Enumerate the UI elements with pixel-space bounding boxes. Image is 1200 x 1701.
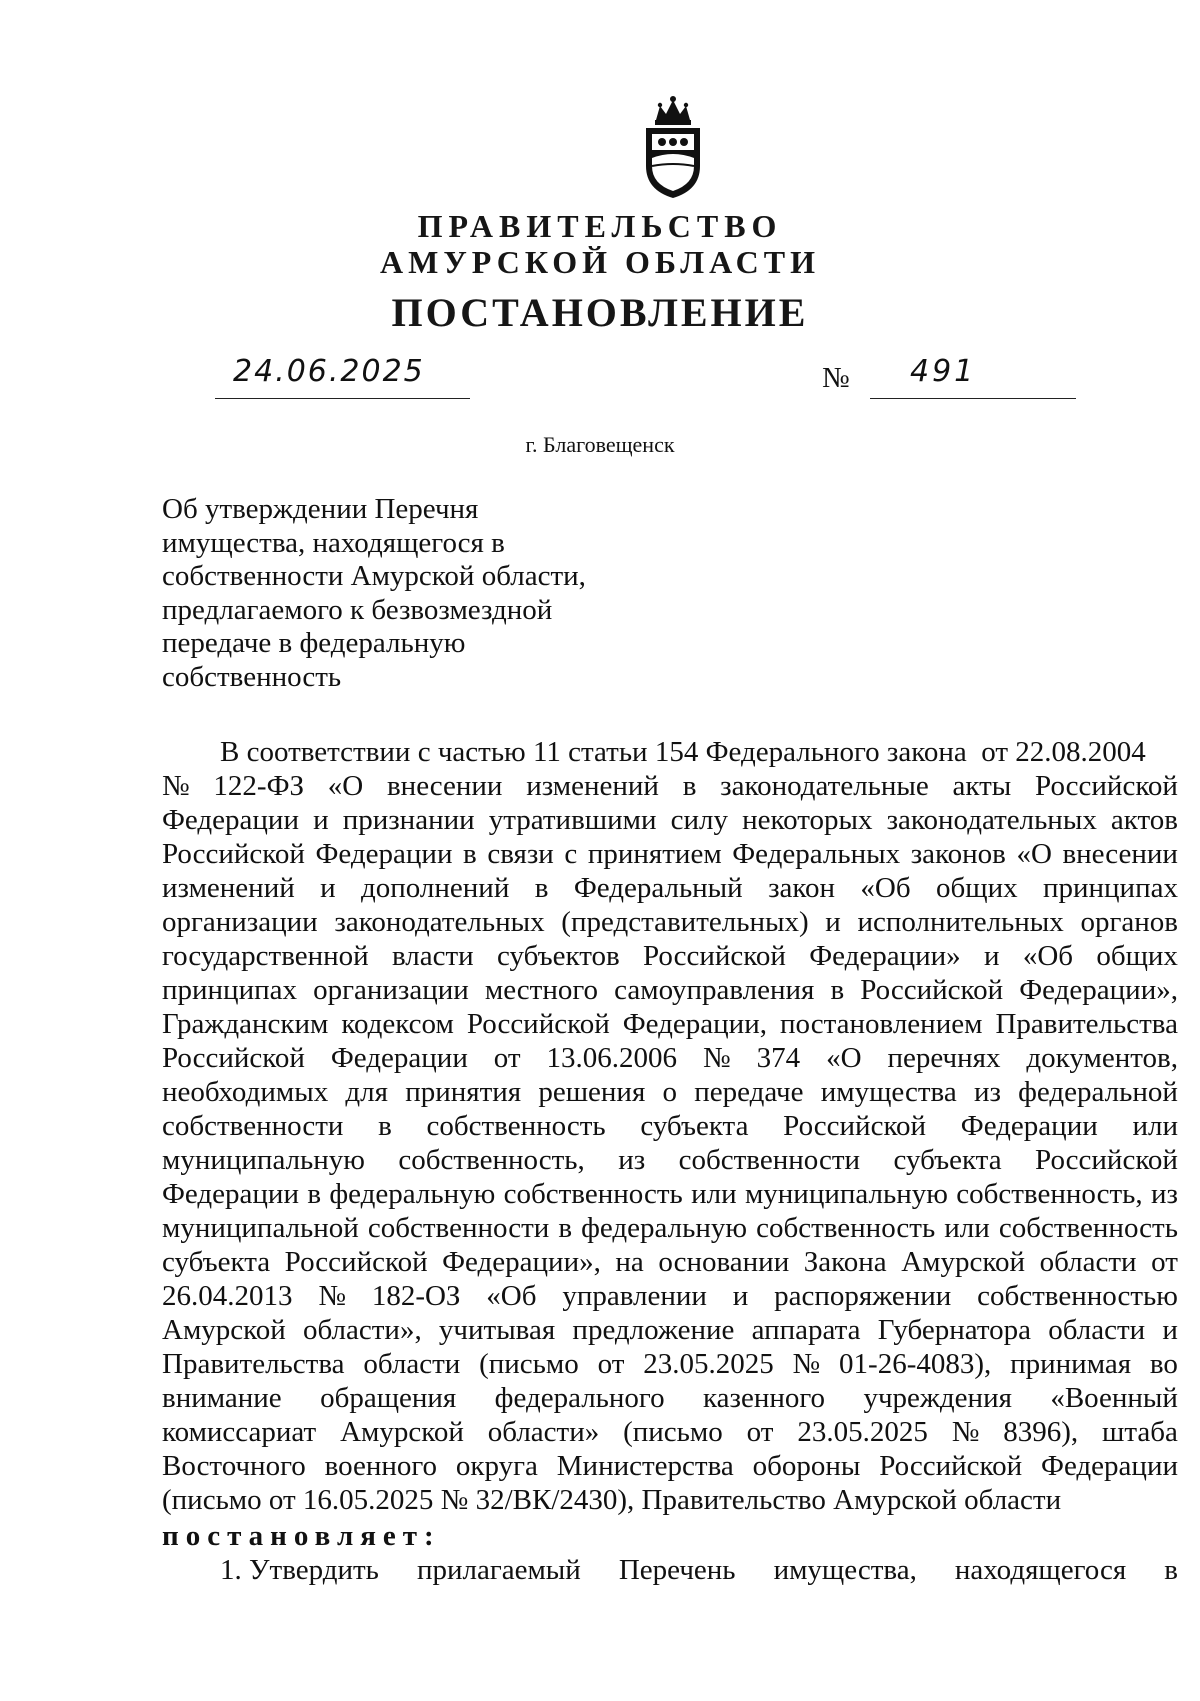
preamble-word: изменений xyxy=(162,872,295,904)
coat-of-arms-emblem xyxy=(638,92,708,202)
preamble-word: и xyxy=(313,804,329,836)
preamble-word: субъектов xyxy=(497,940,620,972)
preamble-word: Федерации» xyxy=(809,940,961,972)
preamble-word: связи xyxy=(487,838,554,870)
preamble-word: Федерации xyxy=(330,1042,468,1074)
preamble-word: собственность xyxy=(503,1178,683,1210)
handwritten-number: 491 xyxy=(910,354,977,389)
preamble-word: о xyxy=(662,1076,677,1108)
number-field xyxy=(870,354,1076,399)
item-1-word: 1. Утвердить xyxy=(220,1554,379,1586)
preamble-word: Амурской xyxy=(901,1246,1026,1278)
preamble-word: муниципальной xyxy=(162,1212,359,1244)
subject-line: предлагаемого к безвозмездной xyxy=(162,593,553,626)
preamble-line xyxy=(162,1381,1178,1415)
preamble-word: Амурской xyxy=(162,1314,286,1346)
preamble-word: субъекта xyxy=(640,1110,749,1142)
preamble-word: № xyxy=(792,1348,821,1380)
preamble-word: собственности xyxy=(678,1144,861,1176)
document-type-title: ПОСТАНОВЛЕНИЕ xyxy=(391,290,809,335)
preamble-word: Федерации xyxy=(315,838,453,870)
preamble-word: органов xyxy=(1080,906,1178,938)
preamble-word: и xyxy=(732,1280,749,1312)
preamble-line xyxy=(162,1449,1178,1483)
preamble-word: собственность xyxy=(756,1212,936,1244)
preamble-paragraph xyxy=(162,735,1178,1517)
preamble-word: Губернатора xyxy=(877,1314,1032,1346)
preamble-word: для xyxy=(345,1076,388,1108)
subject-block xyxy=(162,493,682,694)
preamble-word: силу xyxy=(670,804,728,836)
preamble-word: на xyxy=(615,1246,644,1278)
preamble-word: 23.05.2025 xyxy=(797,1416,928,1448)
preamble-word: Амурской xyxy=(340,1416,464,1448)
preamble-line xyxy=(162,1007,1178,1041)
resolves-word: постановляет: xyxy=(162,1520,441,1552)
preamble-word: документов, xyxy=(1026,1042,1178,1074)
preamble-word: округа xyxy=(455,1450,538,1482)
subject-line: Об утверждении Перечня xyxy=(162,493,479,525)
preamble-word: предложение xyxy=(572,1314,735,1346)
preamble-word: распоряжении xyxy=(774,1280,952,1312)
city-line: г. Благовещенск xyxy=(525,432,675,457)
preamble-line xyxy=(162,1211,1178,1245)
subject-line: собственности Амурской области, xyxy=(162,560,586,592)
preamble-word: законодательных xyxy=(334,906,545,938)
preamble-word: обращения xyxy=(320,1382,457,1414)
preamble-word: в xyxy=(463,838,477,870)
preamble-word: казенного xyxy=(702,1382,826,1414)
preamble-word: из xyxy=(1150,1178,1178,1210)
preamble-word: передаче xyxy=(694,1076,804,1108)
preamble-word: Российской xyxy=(1035,1144,1178,1176)
subject-line: имущества, находящегося в xyxy=(162,526,505,559)
preamble-word: изменений xyxy=(526,770,659,802)
preamble-word: необходимых xyxy=(162,1076,329,1108)
preamble-word: актов xyxy=(1110,804,1178,836)
preamble-word: государственной xyxy=(162,940,369,972)
preamble-line-text: В соответствии с частью 11 статьи 154 Федерального закона от 22.08.2004 xyxy=(220,736,1146,768)
preamble-word: от xyxy=(746,1416,774,1448)
preamble-word: муниципальную xyxy=(162,1144,365,1176)
preamble-word: признании xyxy=(342,804,475,836)
preamble-word: области» xyxy=(487,1416,600,1448)
preamble-word: в xyxy=(307,1178,322,1210)
preamble-word: внесении xyxy=(386,770,503,802)
preamble-word: военного xyxy=(324,1450,438,1482)
preamble-word: 26.04.2013 xyxy=(162,1280,293,1312)
preamble-word: основании xyxy=(658,1246,790,1278)
preamble-word: Федерации», xyxy=(1019,974,1178,1006)
date-field xyxy=(215,354,470,399)
preamble-word: имущества xyxy=(820,1076,957,1108)
preamble-word: Восточного xyxy=(162,1450,306,1482)
preamble-word: Российской xyxy=(860,974,1004,1006)
preamble-word: законодательные xyxy=(720,770,929,802)
preamble-word: 122-ФЗ xyxy=(213,770,305,802)
preamble-line xyxy=(162,1347,1178,1381)
preamble-word: Министерства xyxy=(556,1450,734,1482)
item-1-word: имущества, xyxy=(773,1554,917,1586)
preamble-word: и xyxy=(1162,1314,1178,1346)
preamble-word: Федерации xyxy=(1041,1450,1178,1482)
preamble-word: организации xyxy=(313,974,469,1006)
preamble-line xyxy=(162,769,1178,803)
preamble-word: общих xyxy=(1096,940,1178,972)
preamble-word: обороны xyxy=(752,1450,861,1482)
preamble-word: внесении xyxy=(1062,838,1178,870)
preamble-word: области», xyxy=(303,1314,422,1346)
preamble-word: «Об xyxy=(860,872,911,904)
preamble-word: местного xyxy=(484,974,599,1006)
preamble-word: или xyxy=(691,1178,737,1210)
subject-line: передаче в федеральную xyxy=(162,627,466,659)
preamble-word: Российской xyxy=(284,1246,428,1278)
preamble-word: в xyxy=(682,770,697,802)
preamble-word: комиссариат xyxy=(162,1416,317,1448)
preamble-word: Российской xyxy=(879,1450,1023,1482)
number-sign: № xyxy=(822,362,850,394)
preamble-word: Российской xyxy=(643,940,786,972)
preamble-word: от xyxy=(1151,1246,1178,1278)
preamble-word: самоуправления xyxy=(614,974,815,1006)
preamble-word: постановлением xyxy=(779,1008,983,1040)
preamble-word: принятием xyxy=(587,838,722,870)
preamble-word: в xyxy=(534,872,549,904)
organization-name-line1: ПРАВИТЕЛЬСТВО xyxy=(417,208,783,244)
preamble-word: или xyxy=(944,1212,990,1244)
preamble-line xyxy=(162,1279,1178,1313)
preamble-word: Российской xyxy=(466,1008,610,1040)
preamble-word: Российской xyxy=(162,838,305,870)
preamble-word: федерального xyxy=(494,1382,665,1414)
preamble-word: Гражданским xyxy=(162,1008,329,1040)
preamble-word: или xyxy=(1132,1110,1178,1142)
preamble-line xyxy=(162,837,1178,871)
preamble-word: от xyxy=(493,1042,521,1074)
preamble-word: кодексом xyxy=(341,1008,454,1040)
preamble-word: дополнений xyxy=(361,872,510,904)
preamble-word: Российской xyxy=(783,1110,927,1142)
preamble-word: 182-ОЗ xyxy=(371,1280,461,1312)
preamble-word: из xyxy=(973,1076,1001,1108)
preamble-word: аппарата xyxy=(751,1314,861,1346)
preamble-word: «Об xyxy=(1022,940,1074,972)
preamble-word: субъекта xyxy=(162,1246,271,1278)
preamble-word: (письмо xyxy=(623,1416,723,1448)
preamble-word: области xyxy=(1048,1314,1146,1346)
organization-name-line2: АМУРСКОЙ ОБЛАСТИ xyxy=(380,244,820,280)
preamble-word: власти xyxy=(391,940,474,972)
preamble-line xyxy=(162,939,1178,973)
preamble-word: собственность xyxy=(998,1212,1178,1244)
preamble-line xyxy=(162,735,1178,769)
preamble-word: Российской xyxy=(162,1042,305,1074)
preamble-word: 13.06.2006 xyxy=(546,1042,678,1074)
preamble-line xyxy=(162,1109,1178,1143)
preamble-line-text: (письмо от 16.05.2025 № 32/ВК/2430), Правительство Амурской области xyxy=(162,1484,1062,1516)
preamble-word: № xyxy=(318,1280,346,1312)
preamble-word: собственностью xyxy=(977,1280,1178,1312)
preamble-word: учреждения xyxy=(863,1382,1012,1414)
preamble-word: принимая xyxy=(1010,1348,1132,1380)
preamble-word: собственность, xyxy=(398,1144,585,1176)
preamble-word: управлении xyxy=(562,1280,707,1312)
preamble-word: во xyxy=(1149,1348,1178,1380)
preamble-word: решения xyxy=(538,1076,646,1108)
preamble-word: перечнях xyxy=(887,1042,1001,1074)
preamble-line xyxy=(162,871,1178,905)
preamble-word: «Об xyxy=(486,1280,537,1312)
preamble-word: законодательных xyxy=(886,804,1097,836)
preamble-word: принципах xyxy=(162,974,297,1006)
preamble-word: «О xyxy=(1016,838,1052,870)
handwritten-date: 24.06.2025 xyxy=(233,354,425,389)
preamble-word: 01-26-4083), xyxy=(839,1348,992,1380)
preamble-line xyxy=(162,1143,1178,1177)
preamble-word: (письмо xyxy=(479,1348,579,1380)
preamble-line xyxy=(162,1313,1178,1347)
preamble-word: 374 xyxy=(756,1042,801,1074)
preamble-word: Федерации xyxy=(162,1178,299,1210)
preamble-word: и xyxy=(983,940,1000,972)
preamble-word: «Военный xyxy=(1050,1382,1178,1414)
preamble-word: принципах xyxy=(1042,872,1178,904)
preamble-word: внимание xyxy=(162,1382,282,1414)
preamble-word: в xyxy=(558,1212,573,1244)
preamble-word: от xyxy=(597,1348,625,1380)
preamble-word: Федерации», xyxy=(442,1246,601,1278)
subject-line: собственность xyxy=(162,660,342,693)
item-1-word: Перечень xyxy=(618,1554,736,1586)
preamble-word: штаба xyxy=(1102,1416,1178,1448)
preamble-word: с xyxy=(564,838,578,870)
preamble-word: и xyxy=(320,872,336,904)
preamble-word: собственность, xyxy=(956,1178,1143,1210)
preamble-word: области xyxy=(1039,1246,1137,1278)
preamble-word: Федеральных xyxy=(732,838,901,870)
preamble-word: собственности xyxy=(162,1110,344,1142)
preamble-word: в xyxy=(830,974,845,1006)
item-1-word: прилагаемый xyxy=(416,1554,581,1586)
preamble-word: «О xyxy=(327,770,364,802)
preamble-word: Федеральный xyxy=(573,872,743,904)
preamble-word: и xyxy=(825,906,841,938)
preamble-word: Федерации, xyxy=(622,1008,767,1040)
preamble-word: № xyxy=(162,770,190,802)
preamble-word: Правительства xyxy=(162,1348,345,1380)
document-body xyxy=(162,735,1178,1587)
preamble-word: № xyxy=(703,1042,731,1074)
preamble-line xyxy=(162,973,1178,1007)
preamble-word: акты xyxy=(952,770,1012,802)
item-1-word: в xyxy=(1164,1554,1178,1586)
preamble-word: федеральной xyxy=(1018,1076,1178,1108)
preamble-word: 8396), xyxy=(1003,1416,1079,1448)
preamble-line xyxy=(162,1415,1178,1449)
preamble-word: собственность xyxy=(426,1110,606,1142)
preamble-word: законов xyxy=(910,838,1006,870)
preamble-word: исполнительных xyxy=(857,906,1064,938)
preamble-word: Закона xyxy=(803,1246,887,1278)
preamble-line xyxy=(162,803,1178,837)
preamble-word: некоторых xyxy=(742,804,873,836)
preamble-word: «О xyxy=(826,1042,862,1074)
preamble-word: Российской xyxy=(1035,770,1178,802)
item-1-line xyxy=(162,1553,1178,1587)
preamble-line xyxy=(162,1075,1178,1109)
preamble-word: закон xyxy=(768,872,836,904)
preamble-word: субъекта xyxy=(893,1144,1002,1176)
preamble-word: учитывая xyxy=(438,1314,556,1346)
preamble-line xyxy=(162,905,1178,939)
preamble-line xyxy=(162,1483,1178,1517)
preamble-word: Федерации xyxy=(162,804,299,836)
preamble-word: из xyxy=(618,1144,646,1176)
preamble-word: федеральную xyxy=(329,1178,496,1210)
preamble-word: общих xyxy=(935,872,1018,904)
preamble-word: принятия xyxy=(405,1076,522,1108)
preamble-word: организации xyxy=(162,906,318,938)
preamble-word: 23.05.2025 xyxy=(643,1348,774,1380)
preamble-word: Правительства xyxy=(995,1008,1178,1040)
preamble-word: № xyxy=(951,1416,980,1448)
preamble-word: Федерации xyxy=(960,1110,1098,1142)
preamble-word: в xyxy=(378,1110,392,1142)
item-1-word: находящегося xyxy=(954,1554,1127,1586)
preamble-line xyxy=(162,1041,1178,1075)
preamble-word: утратившими xyxy=(488,804,657,836)
preamble-word: (представительных) xyxy=(561,906,809,938)
preamble-word: федеральную xyxy=(581,1212,748,1244)
preamble-word: муниципальную xyxy=(744,1178,948,1210)
preamble-word: области xyxy=(363,1348,461,1380)
preamble-line xyxy=(162,1177,1178,1211)
preamble-word: собственности xyxy=(367,1212,550,1244)
preamble-line xyxy=(162,1245,1178,1279)
